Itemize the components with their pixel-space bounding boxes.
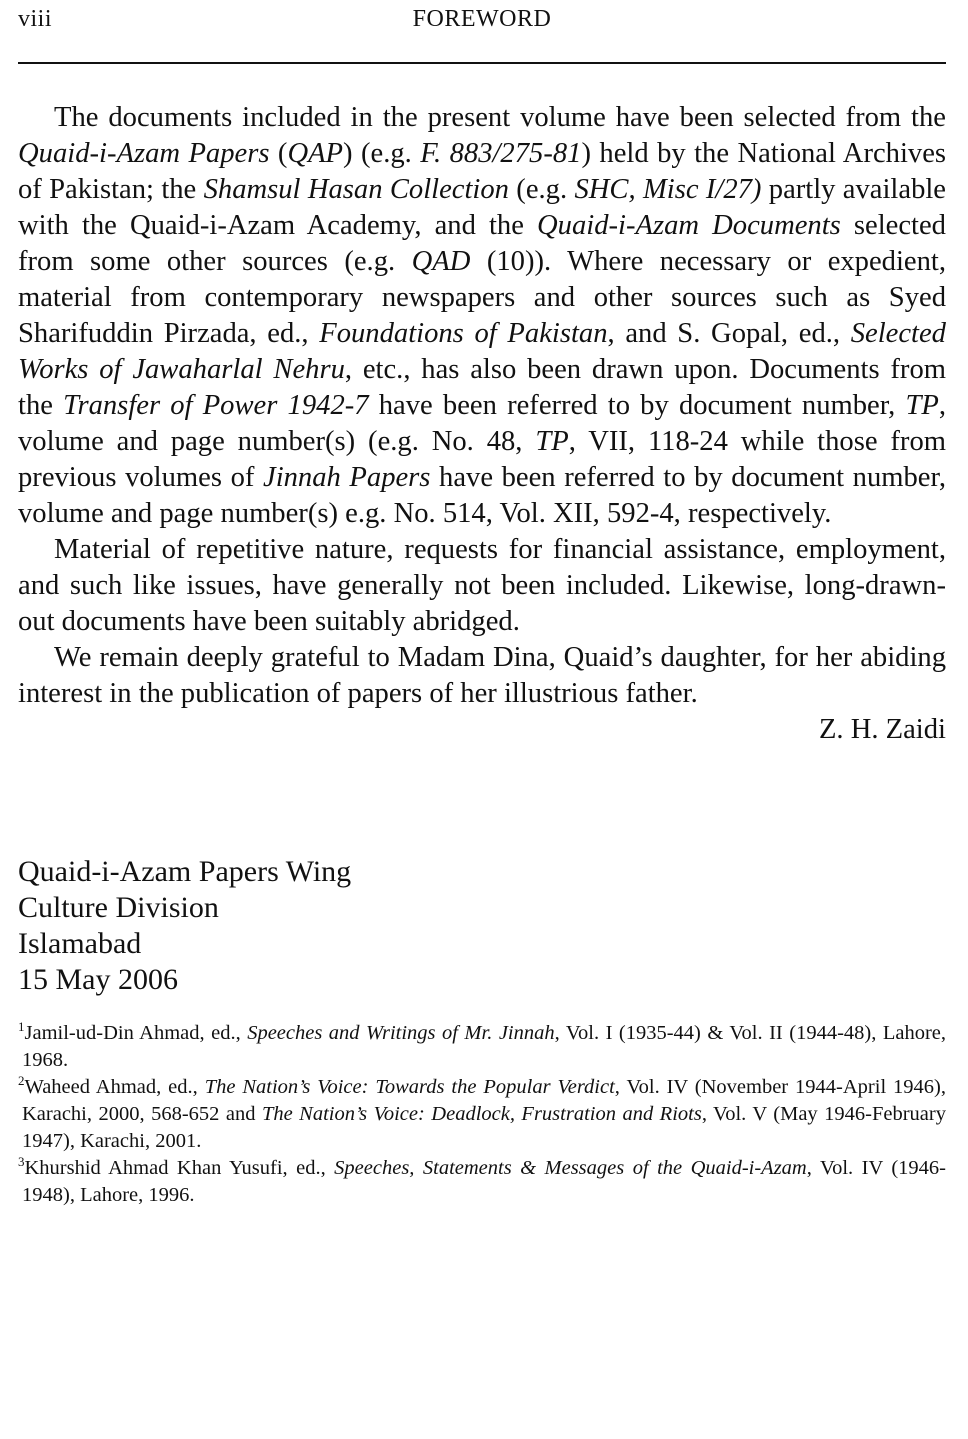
- footnote-marker: 2: [18, 1073, 25, 1089]
- address-line: Quaid-i-Azam Papers Wing: [18, 855, 352, 888]
- text-span: selected from some other sources (e.g.: [18, 210, 946, 277]
- text-span: have been referred to by document number,: [368, 390, 906, 421]
- footnotes: [18, 1020, 946, 1209]
- page-number: viii: [18, 6, 53, 32]
- italic-span: Selected Works of Jawaharlal Nehru: [18, 318, 946, 385]
- italic-span: Transfer of Power 1942-7: [63, 390, 369, 421]
- italic-span: The Nation’s Voice: Deadlock, Frustration and Riots: [261, 1103, 702, 1125]
- italic-span: Shamsul Hasan Collection: [203, 174, 509, 205]
- italic-span: Quaid-i-Azam Documents: [537, 210, 841, 241]
- text-span: , VII, 118-24 while those from previous volumes of: [18, 426, 946, 493]
- italic-span: Jinnah Papers: [263, 462, 431, 493]
- italic-span: TP: [535, 426, 569, 457]
- text-span: , Vol. IV (1946-1948), Lahore, 1996.: [22, 1157, 946, 1206]
- italic-span: QAD: [411, 246, 471, 277]
- italic-span: The Nation’s Voice: Towards the Popular Verdict: [204, 1076, 615, 1098]
- footnote-1: [18, 1020, 946, 1074]
- text-span: ) (e.g.: [343, 138, 421, 169]
- italic-span: Speeches and Writings of Mr. Jinnah: [247, 1022, 555, 1044]
- text-span: , volume and page number(s) (e.g. No. 48,: [18, 390, 946, 457]
- signature: Z. H. Zaidi: [818, 714, 946, 745]
- italic-span: SHC, Misc I/27): [574, 174, 762, 205]
- italic-span: Foundations of Pakistan: [319, 318, 608, 349]
- address-line: Culture Division: [18, 891, 219, 924]
- text-span: , etc., has also been drawn upon. Documents from the: [18, 354, 946, 421]
- footnote-marker: 1: [18, 1019, 25, 1035]
- text-span: (e.g.: [508, 174, 575, 205]
- page-header: [18, 6, 946, 36]
- text-span: , Vol. I (1935-44) & Vol. II (1944-48), Lahore, 1968.: [22, 1022, 946, 1071]
- text-span: ) held by the National Archives of Pakistan; the: [18, 138, 947, 205]
- header-rule: [18, 62, 946, 64]
- italic-span: Speeches, Statements & Messages of the Quaid-i-Azam: [334, 1157, 807, 1179]
- italic-span: TP: [905, 390, 939, 421]
- text-span: , Vol. IV (November 1944-April 1946), Karachi, 2000, 568-652 and: [22, 1076, 946, 1125]
- text-span: Khurshid Ahmad Khan Yusufi, ed.,: [24, 1157, 335, 1179]
- footnote-3: [18, 1155, 946, 1209]
- paragraph-1: [18, 100, 946, 532]
- text-span: The documents included in the present volume have been selected from the: [54, 102, 946, 133]
- address-block: [18, 854, 351, 998]
- text-span: have been referred to by document number, volume and page number(s) e.g. No. 514, Vol. XII, 592-4, respectively.: [18, 462, 946, 529]
- text-span: Jamil-ud-Din Ahmad, ed.,: [24, 1022, 248, 1044]
- date-line: 15 May 2006: [18, 963, 178, 996]
- foreword-body: [18, 100, 946, 748]
- italic-span: Quaid-i-Azam Papers: [18, 138, 270, 169]
- address-line: Islamabad: [18, 927, 142, 960]
- text-span: partly available with the Quaid-i-Azam Academy, and the: [18, 174, 947, 241]
- paragraph-2: Material of repetitive nature, requests for financial assistance, employment, and such like issues, have generally not been included. Likewise, long-drawn-out documents have been suitably abridged.: [18, 534, 946, 637]
- text-span: , and S. Gopal, ed.,: [607, 318, 851, 349]
- italic-span: QAP: [287, 138, 344, 169]
- running-head: FOREWORD: [412, 6, 552, 32]
- footnote-2: [18, 1074, 946, 1155]
- text-span: (: [269, 138, 288, 169]
- italic-span: F. 883/275-81: [420, 138, 582, 169]
- text-span: (10)). Where necessary or expedient, material from contemporary newspapers and other sources such as Syed Sharifuddin Pirzada, ed.,: [18, 246, 946, 349]
- paragraph-3: We remain deeply grateful to Madam Dina, Quaid’s daughter, for her abiding interest in the publication of papers of her illustrious father.: [18, 642, 946, 709]
- footnote-marker: 3: [18, 1154, 25, 1170]
- text-span: Waheed Ahmad, ed.,: [24, 1076, 205, 1098]
- text-span: , Vol. V (May 1946-February 1947), Karachi, 2001.: [22, 1103, 946, 1152]
